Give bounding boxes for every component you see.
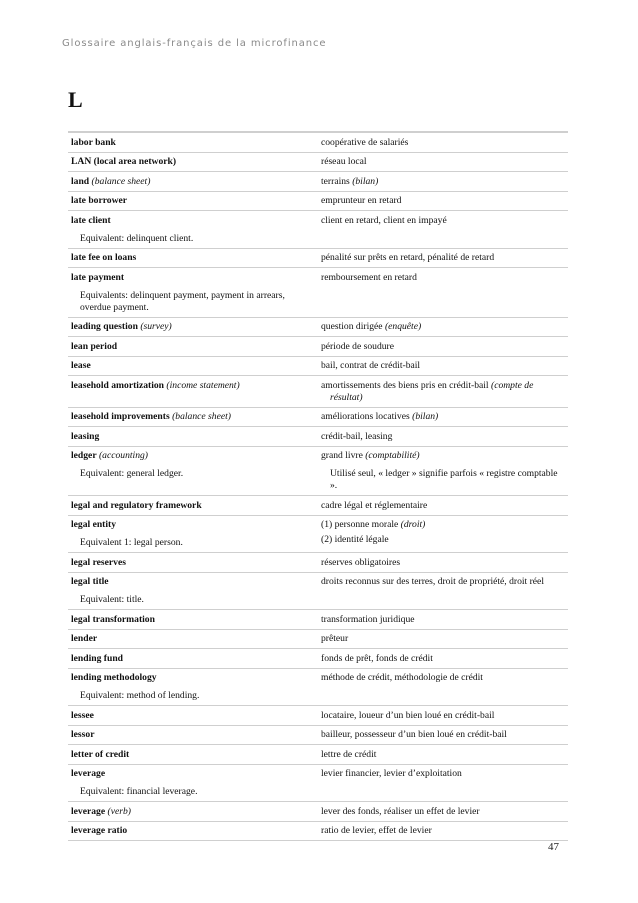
english-term-cell: [68, 191, 318, 211]
english-term-cell: [68, 337, 318, 357]
english-term: ledger: [71, 450, 97, 461]
english-term: legal reserves: [71, 556, 126, 568]
french-translation-cell: [318, 191, 568, 211]
glossary-row: [68, 629, 568, 649]
glossary-row: [68, 133, 568, 153]
page-number: 47: [548, 841, 559, 853]
english-term: leasing: [71, 430, 100, 442]
french-translation-cell: [318, 572, 568, 610]
glossary-row: [68, 191, 568, 211]
english-term: legal and regulatory framework: [71, 499, 202, 511]
english-equivalent-note: Equivalent: financial leverage.: [80, 786, 198, 797]
french-qualifier: (compte de: [491, 379, 534, 391]
glossary-row: [68, 610, 568, 630]
glossary-row: [68, 356, 568, 376]
french-translation-cell: [318, 745, 568, 765]
glossary-row: [68, 668, 568, 706]
english-term-cell: [68, 152, 318, 172]
english-term: late client: [71, 214, 111, 226]
english-term: leasehold improvements: [71, 411, 170, 422]
english-term: leverage ratio: [71, 825, 128, 836]
french-translation: ratio de levier, effet de levier: [321, 825, 432, 836]
glossary-row: [68, 496, 568, 516]
french-translation: méthode de crédit, méthodologie de crédit: [321, 672, 483, 683]
french-translation-cell: [318, 553, 568, 573]
glossary-row: [68, 649, 568, 669]
french-qualifier: (comptabilité): [365, 450, 420, 461]
glossary-row: [68, 172, 568, 192]
english-equivalent-note: Equivalent: title.: [80, 594, 144, 605]
english-term: land: [71, 175, 90, 187]
french-translation-cell: [318, 610, 568, 630]
french-qualifier: (droit): [400, 519, 426, 530]
english-equivalent-note: Equivalents: delinquent payment, payment in arrears, overdue payment.: [80, 289, 285, 313]
english-term-cell: [68, 268, 318, 318]
french-translation: emprunteur en retard: [321, 195, 402, 206]
english-term-cell: [68, 745, 318, 765]
french-translation: crédit-bail, leasing: [321, 430, 393, 442]
french-translation: grand livre: [321, 450, 363, 461]
french-translation-cell: [318, 496, 568, 516]
english-term: leverage: [71, 805, 106, 817]
english-term: legal entity: [71, 519, 117, 530]
english-term: lender: [71, 633, 98, 644]
french-translation-cell: [318, 337, 568, 357]
french-translation-cell: [318, 268, 568, 318]
french-qualifier: (bilan): [352, 175, 379, 187]
english-term-cell: [68, 317, 318, 337]
english-term-cell: [68, 446, 318, 496]
french-translation-cell: [318, 446, 568, 496]
english-term-cell: [68, 706, 318, 726]
english-term-cell: [68, 553, 318, 573]
glossary-row: [68, 268, 568, 318]
french-translation-cell: [318, 427, 568, 447]
french-usage-note: Utilisé seul, « ledger » signifie parfois « registre comptable ».: [330, 468, 558, 491]
french-translation-cell: [318, 407, 568, 427]
french-qualifier-continuation: résultat): [330, 391, 363, 403]
english-equivalent-note: Equivalent: method of lending.: [80, 690, 200, 701]
english-term: late borrower: [71, 195, 128, 206]
english-qualifier: (survey): [140, 321, 172, 332]
english-term-cell: [68, 133, 318, 153]
french-translation: lever des fonds, réaliser un effet de levier: [321, 805, 480, 817]
english-qualifier: (income statement): [166, 379, 240, 391]
english-term: letter of credit: [71, 748, 130, 760]
glossary-row: [68, 248, 568, 268]
english-term: lessee: [71, 709, 94, 721]
french-translation: cadre légal et réglementaire: [321, 499, 428, 511]
glossary-table: [68, 131, 568, 841]
english-term: lean period: [71, 340, 118, 352]
french-translation: transformation juridique: [321, 613, 415, 625]
french-translation: locataire, loueur d’un bien loué en crédit-bail: [321, 709, 495, 721]
english-equivalent-note: Equivalent: general ledger.: [80, 468, 184, 479]
english-term-cell: [68, 610, 318, 630]
english-term-cell: [68, 356, 318, 376]
french-translation-cell: [318, 706, 568, 726]
french-translation: remboursement en retard: [321, 271, 417, 283]
english-term: late fee on loans: [71, 252, 137, 263]
french-translation: coopérative de salariés: [321, 136, 409, 148]
english-term: late payment: [71, 271, 125, 283]
english-term: labor bank: [71, 136, 116, 148]
french-translation-cell: [318, 649, 568, 669]
glossary-row: [68, 572, 568, 610]
french-qualifier: (bilan): [412, 411, 439, 422]
french-translation-cell: [318, 725, 568, 745]
english-term: legal title: [71, 576, 109, 587]
english-term-cell: [68, 172, 318, 192]
french-translation: bailleur, possesseur d’un bien loué en crédit-bail: [321, 729, 507, 740]
english-qualifier: (balance sheet): [172, 411, 231, 422]
glossary-row: [68, 553, 568, 573]
glossary-row: [68, 152, 568, 172]
glossary-row: [68, 515, 568, 553]
english-term: lending methodology: [71, 672, 157, 683]
section-letter: L: [68, 87, 83, 112]
french-translation-cell: [318, 764, 568, 802]
glossary-row: [68, 821, 568, 841]
english-term-cell: [68, 764, 318, 802]
french-translation: réseau local: [321, 156, 367, 167]
glossary-row: [68, 745, 568, 765]
glossary-body: [68, 132, 568, 841]
french-translation-cell: [318, 668, 568, 706]
english-term: lessor: [71, 729, 95, 740]
french-translation-cell: [318, 317, 568, 337]
english-term-cell: [68, 629, 318, 649]
french-qualifier: (enquête): [384, 321, 422, 332]
french-translation-cell: [318, 821, 568, 841]
english-term-cell: [68, 725, 318, 745]
french-translation-second-sense: (2) identité légale: [321, 534, 389, 545]
english-term: LAN (local area network): [71, 156, 177, 167]
english-term-cell: [68, 211, 318, 249]
english-term-cell: [68, 802, 318, 822]
english-term-cell: [68, 821, 318, 841]
french-translation: question dirigée: [321, 321, 383, 332]
glossary-row: [68, 337, 568, 357]
glossary-row: [68, 706, 568, 726]
french-translation-cell: [318, 211, 568, 249]
english-term-cell: [68, 515, 318, 553]
english-term: lease: [71, 360, 91, 371]
english-term: legal transformation: [71, 613, 155, 625]
english-equivalent-note: Equivalent 1: legal person.: [80, 537, 183, 548]
glossary-row: [68, 446, 568, 496]
french-translation-cell: [318, 172, 568, 192]
french-translation-cell: [318, 248, 568, 268]
glossary-row: [68, 376, 568, 408]
glossary-row: [68, 211, 568, 249]
glossary-row: [68, 802, 568, 822]
french-translation: prêteur: [321, 633, 349, 644]
english-term-cell: [68, 668, 318, 706]
french-translation-cell: [318, 133, 568, 153]
english-qualifier: (balance sheet): [91, 175, 151, 187]
glossary-row: [68, 317, 568, 337]
glossary-row: [68, 407, 568, 427]
english-term: leasehold amortization: [71, 379, 164, 391]
english-term: leverage: [71, 768, 106, 779]
english-term-cell: [68, 427, 318, 447]
french-translation: (1) personne morale: [321, 519, 399, 530]
french-translation: améliorations locatives: [321, 411, 410, 422]
french-translation: réserves obligatoires: [321, 556, 401, 568]
glossary-row: [68, 764, 568, 802]
english-term-cell: [68, 649, 318, 669]
french-translation: pénalité sur prêts en retard, pénalité de retard: [321, 252, 495, 263]
french-translation-cell: [318, 376, 568, 408]
french-translation: terrains: [321, 175, 350, 187]
french-translation: lettre de crédit: [321, 748, 377, 760]
french-translation: bail, contrat de crédit-bail: [321, 360, 421, 371]
english-term-cell: [68, 407, 318, 427]
english-term: lending fund: [71, 652, 123, 664]
english-qualifier: (accounting): [98, 450, 149, 461]
french-translation: levier financier, levier d’exploitation: [321, 768, 462, 779]
french-translation: amortissements des biens pris en crédit-bail: [321, 379, 489, 391]
english-term: leading question: [71, 321, 138, 332]
french-translation-cell: [318, 152, 568, 172]
glossary-row: [68, 725, 568, 745]
french-translation-cell: [318, 515, 568, 553]
french-translation: période de soudure: [321, 340, 394, 352]
french-translation: droits reconnus sur des terres, droit de propriété, droit réel: [321, 576, 544, 587]
english-term-cell: [68, 496, 318, 516]
english-term-cell: [68, 572, 318, 610]
english-equivalent-note: Equivalent: delinquent client.: [80, 232, 194, 244]
french-translation-cell: [318, 802, 568, 822]
english-term-cell: [68, 376, 318, 408]
french-translation: fonds de prêt, fonds de crédit: [321, 652, 433, 664]
running-header: Glossaire anglais-français de la microfinance: [62, 38, 327, 49]
english-term-cell: [68, 248, 318, 268]
french-translation-cell: [318, 629, 568, 649]
english-qualifier: (verb): [107, 805, 131, 817]
french-translation-cell: [318, 356, 568, 376]
glossary-row: [68, 427, 568, 447]
french-translation: client en retard, client en impayé: [321, 214, 447, 226]
